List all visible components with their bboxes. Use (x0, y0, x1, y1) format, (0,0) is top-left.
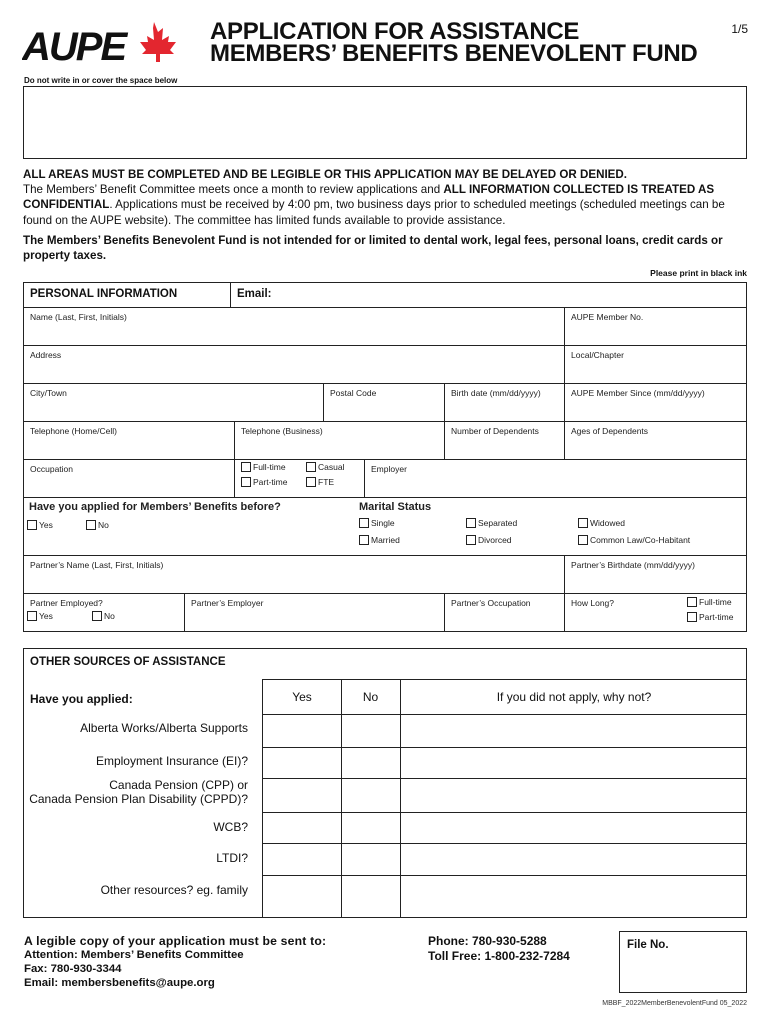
personal-information-section (23, 282, 747, 632)
source-alberta-works: Alberta Works/Alberta Supports (80, 721, 248, 735)
single-label: Single (371, 518, 395, 528)
dependents-label: Number of Dependents (451, 426, 539, 436)
occupation-field[interactable] (24, 460, 234, 497)
logo-wordmark: AUPE (22, 25, 126, 64)
divorced-checkbox[interactable] (466, 535, 476, 545)
applied-before-group (24, 498, 353, 555)
casual-option[interactable] (306, 462, 344, 472)
partner-name-label: Partner’s Name (Last, First, Initials) (30, 560, 164, 570)
telephone-business-label: Telephone (Business) (241, 426, 323, 436)
telephone-home-label: Telephone (Home/Cell) (30, 426, 117, 436)
email-field[interactable] (230, 283, 746, 307)
telephone-business-field[interactable] (234, 422, 444, 459)
applied-yes-label: Yes (39, 520, 53, 530)
partner-full-time-option[interactable] (687, 597, 732, 607)
fax-line: Fax: 780-930-3344 (24, 963, 122, 975)
file-number-label: File No. (627, 939, 669, 951)
city-label: City/Town (30, 388, 67, 398)
separated-label: Separated (478, 518, 518, 528)
part-time-checkbox[interactable] (241, 477, 251, 487)
partner-no-checkbox[interactable] (92, 611, 102, 621)
column-no: No (362, 690, 379, 704)
phone-line: Phone: 780-930-5288 (428, 934, 547, 948)
part-time-option[interactable] (241, 477, 287, 487)
send-to-line: A legible copy of your application must be sent to: (24, 934, 327, 948)
form-code: MBBF_2022MemberBenevolentFund 05_2022 (602, 1000, 747, 1007)
grid-divider (263, 875, 747, 876)
grid-divider (263, 843, 747, 844)
telephone-home-field[interactable] (24, 422, 234, 459)
form-title-line1: APPLICATION FOR ASSISTANCE (210, 18, 580, 45)
partner-part-time-checkbox[interactable] (687, 612, 697, 622)
office-use-note: Do not write in or cover the space below (24, 76, 178, 85)
partner-no-option[interactable] (92, 611, 115, 621)
name-field[interactable] (24, 308, 564, 345)
applied-yes-option[interactable] (27, 520, 53, 530)
source-cppd: Canada Pension Plan Disability (CPPD)? (29, 792, 248, 806)
partner-employer-label: Partner’s Employer (191, 598, 264, 608)
source-cpp: Canada Pension (CPP) or (109, 778, 248, 792)
how-long-field[interactable] (564, 594, 746, 631)
casual-checkbox[interactable] (306, 462, 316, 472)
employer-label: Employer (371, 464, 407, 474)
partner-birthdate-field[interactable] (564, 556, 746, 593)
fte-checkbox[interactable] (306, 477, 316, 487)
partner-birthdate-label: Partner’s Birthdate (mm/dd/yyyy) (571, 560, 695, 570)
office-use-box (23, 86, 747, 159)
how-long-label: How Long? (571, 598, 615, 608)
married-option[interactable] (359, 535, 400, 545)
email-line: Email: membersbenefits@aupe.org (24, 977, 215, 989)
divorced-option[interactable] (466, 535, 512, 545)
fte-option[interactable] (306, 477, 334, 487)
source-wcb: WCB? (213, 820, 248, 834)
fte-label: FTE (318, 477, 335, 487)
applied-no-label: No (98, 520, 109, 530)
attention-line: Attention: Members’ Benefits Committee (24, 949, 244, 961)
partner-part-time-option[interactable] (687, 612, 733, 622)
form-title-line2: MEMBERS’ BENEFITS BENEVOLENT FUND (210, 40, 698, 67)
full-time-label: Full-time (253, 462, 286, 472)
print-note: Please print in black ink (650, 268, 747, 278)
dependents-ages-field[interactable] (564, 422, 746, 459)
marital-status-group (353, 498, 746, 555)
instructions (23, 167, 747, 263)
personal-info-title: PERSONAL INFORMATION (30, 288, 178, 300)
widowed-label: Widowed (590, 518, 625, 528)
member-since-label: AUPE Member Since (mm/dd/yyyy) (571, 388, 705, 398)
partner-part-time-label: Part-time (699, 612, 734, 622)
name-label: Name (Last, First, Initials) (30, 312, 127, 322)
source-other: Other resources? eg. family (100, 883, 248, 897)
partner-employed-label: Partner Employed? (30, 598, 103, 608)
address-field[interactable] (24, 346, 564, 383)
email-label: Email: (237, 288, 272, 300)
applied-no-checkbox[interactable] (86, 520, 96, 530)
partner-employer-field[interactable] (184, 594, 444, 631)
single-option[interactable] (359, 518, 395, 528)
partner-full-time-label: Full-time (699, 597, 732, 607)
local-chapter-label: Local/Chapter (571, 350, 624, 360)
employment-type-group (234, 460, 364, 497)
common-law-option[interactable] (578, 535, 690, 545)
partner-yes-label: Yes (39, 611, 53, 621)
intro-text-a: The Members’ Benefit Committee meets once a month to review applications and (23, 183, 441, 197)
column-yes: Yes (292, 690, 312, 704)
have-applied-label: Have you applied: (30, 692, 133, 706)
partner-full-time-checkbox[interactable] (687, 597, 697, 607)
page-number: 1/5 (731, 22, 748, 36)
grid-divider (400, 680, 401, 918)
warning-line: ALL AREAS MUST BE COMPLETED AND BE LEGIBLE OR THIS APPLICATION MAY BE DELAYED OR DENIED. (23, 168, 627, 181)
partner-name-field[interactable] (24, 556, 564, 593)
postal-code-label: Postal Code (330, 388, 377, 398)
address-label: Address (30, 350, 62, 360)
marital-status-title: Marital Status (359, 501, 432, 513)
toll-free-line: Toll Free: 1-800-232-7284 (428, 949, 570, 963)
birth-date-label: Birth date (mm/dd/yyyy) (451, 388, 541, 398)
intro-text-confidential: ALL INFORMATION COLLECTED IS TREATED AS CONFIDENTIAL (23, 183, 715, 212)
city-field[interactable] (24, 384, 323, 421)
partner-employed-group (24, 594, 184, 631)
applied-no-option[interactable] (86, 520, 109, 530)
full-time-option[interactable] (241, 462, 286, 472)
intro-text-c: . Applications must be received by 4:00 pm, two business days prior to scheduled meetings (scheduled meetings can be found on the AUPE website). The committee has limited funds available to provide assistance. (23, 198, 725, 227)
married-label: Married (371, 535, 400, 545)
separated-checkbox[interactable] (466, 518, 476, 528)
employer-field[interactable] (364, 460, 746, 497)
partner-occupation-field[interactable] (444, 594, 564, 631)
maple-leaf-icon (140, 22, 176, 62)
fund-notice: The Members’ Benefits Benevolent Fund is not intended for or limited to dental work, legal fees, personal loans, credit cards or property taxes. (23, 233, 723, 263)
phone-contacts (428, 934, 570, 964)
single-checkbox[interactable] (359, 518, 369, 528)
dependents-ages-label: Ages of Dependents (571, 426, 649, 436)
partner-yes-option[interactable] (27, 611, 53, 621)
applied-yes-checkbox[interactable] (27, 520, 37, 530)
common-law-label: Common Law/Co-Habitant (590, 535, 691, 545)
grid-divider (263, 714, 747, 715)
member-since-field[interactable] (564, 384, 746, 421)
applied-before-question: Have you applied for Members’ Benefits before? (29, 501, 281, 513)
partner-yes-checkbox[interactable] (27, 611, 37, 621)
member-number-label: AUPE Member No. (571, 312, 644, 322)
aupe-logo (22, 20, 182, 64)
grid-divider (263, 778, 747, 779)
grid-divider (263, 747, 747, 748)
separated-option[interactable] (466, 518, 517, 528)
member-number-field[interactable] (564, 308, 746, 345)
other-sources-section (23, 648, 747, 918)
part-time-label: Part-time (253, 477, 288, 487)
source-ltdi: LTDI? (216, 851, 248, 865)
occupation-label: Occupation (30, 464, 73, 474)
grid-divider (341, 680, 342, 918)
dependents-field[interactable] (444, 422, 564, 459)
married-checkbox[interactable] (359, 535, 369, 545)
widowed-checkbox[interactable] (578, 518, 588, 528)
common-law-checkbox[interactable] (578, 535, 588, 545)
other-sources-grid (262, 679, 747, 918)
postal-code-field[interactable] (323, 384, 444, 421)
birth-date-field[interactable] (444, 384, 564, 421)
local-chapter-field[interactable] (564, 346, 746, 383)
mailing-instructions (24, 934, 326, 990)
divorced-label: Divorced (478, 535, 512, 545)
partner-occupation-label: Partner’s Occupation (451, 598, 531, 608)
other-sources-title: OTHER SOURCES OF ASSISTANCE (30, 656, 226, 668)
widowed-option[interactable] (578, 518, 625, 528)
casual-label: Casual (318, 462, 345, 472)
full-time-checkbox[interactable] (241, 462, 251, 472)
partner-no-label: No (104, 611, 115, 621)
file-number-box (619, 931, 747, 993)
column-why-not: If you did not apply, why not? (496, 690, 652, 704)
source-ei: Employment Insurance (EI)? (95, 754, 248, 768)
grid-divider (263, 812, 747, 813)
